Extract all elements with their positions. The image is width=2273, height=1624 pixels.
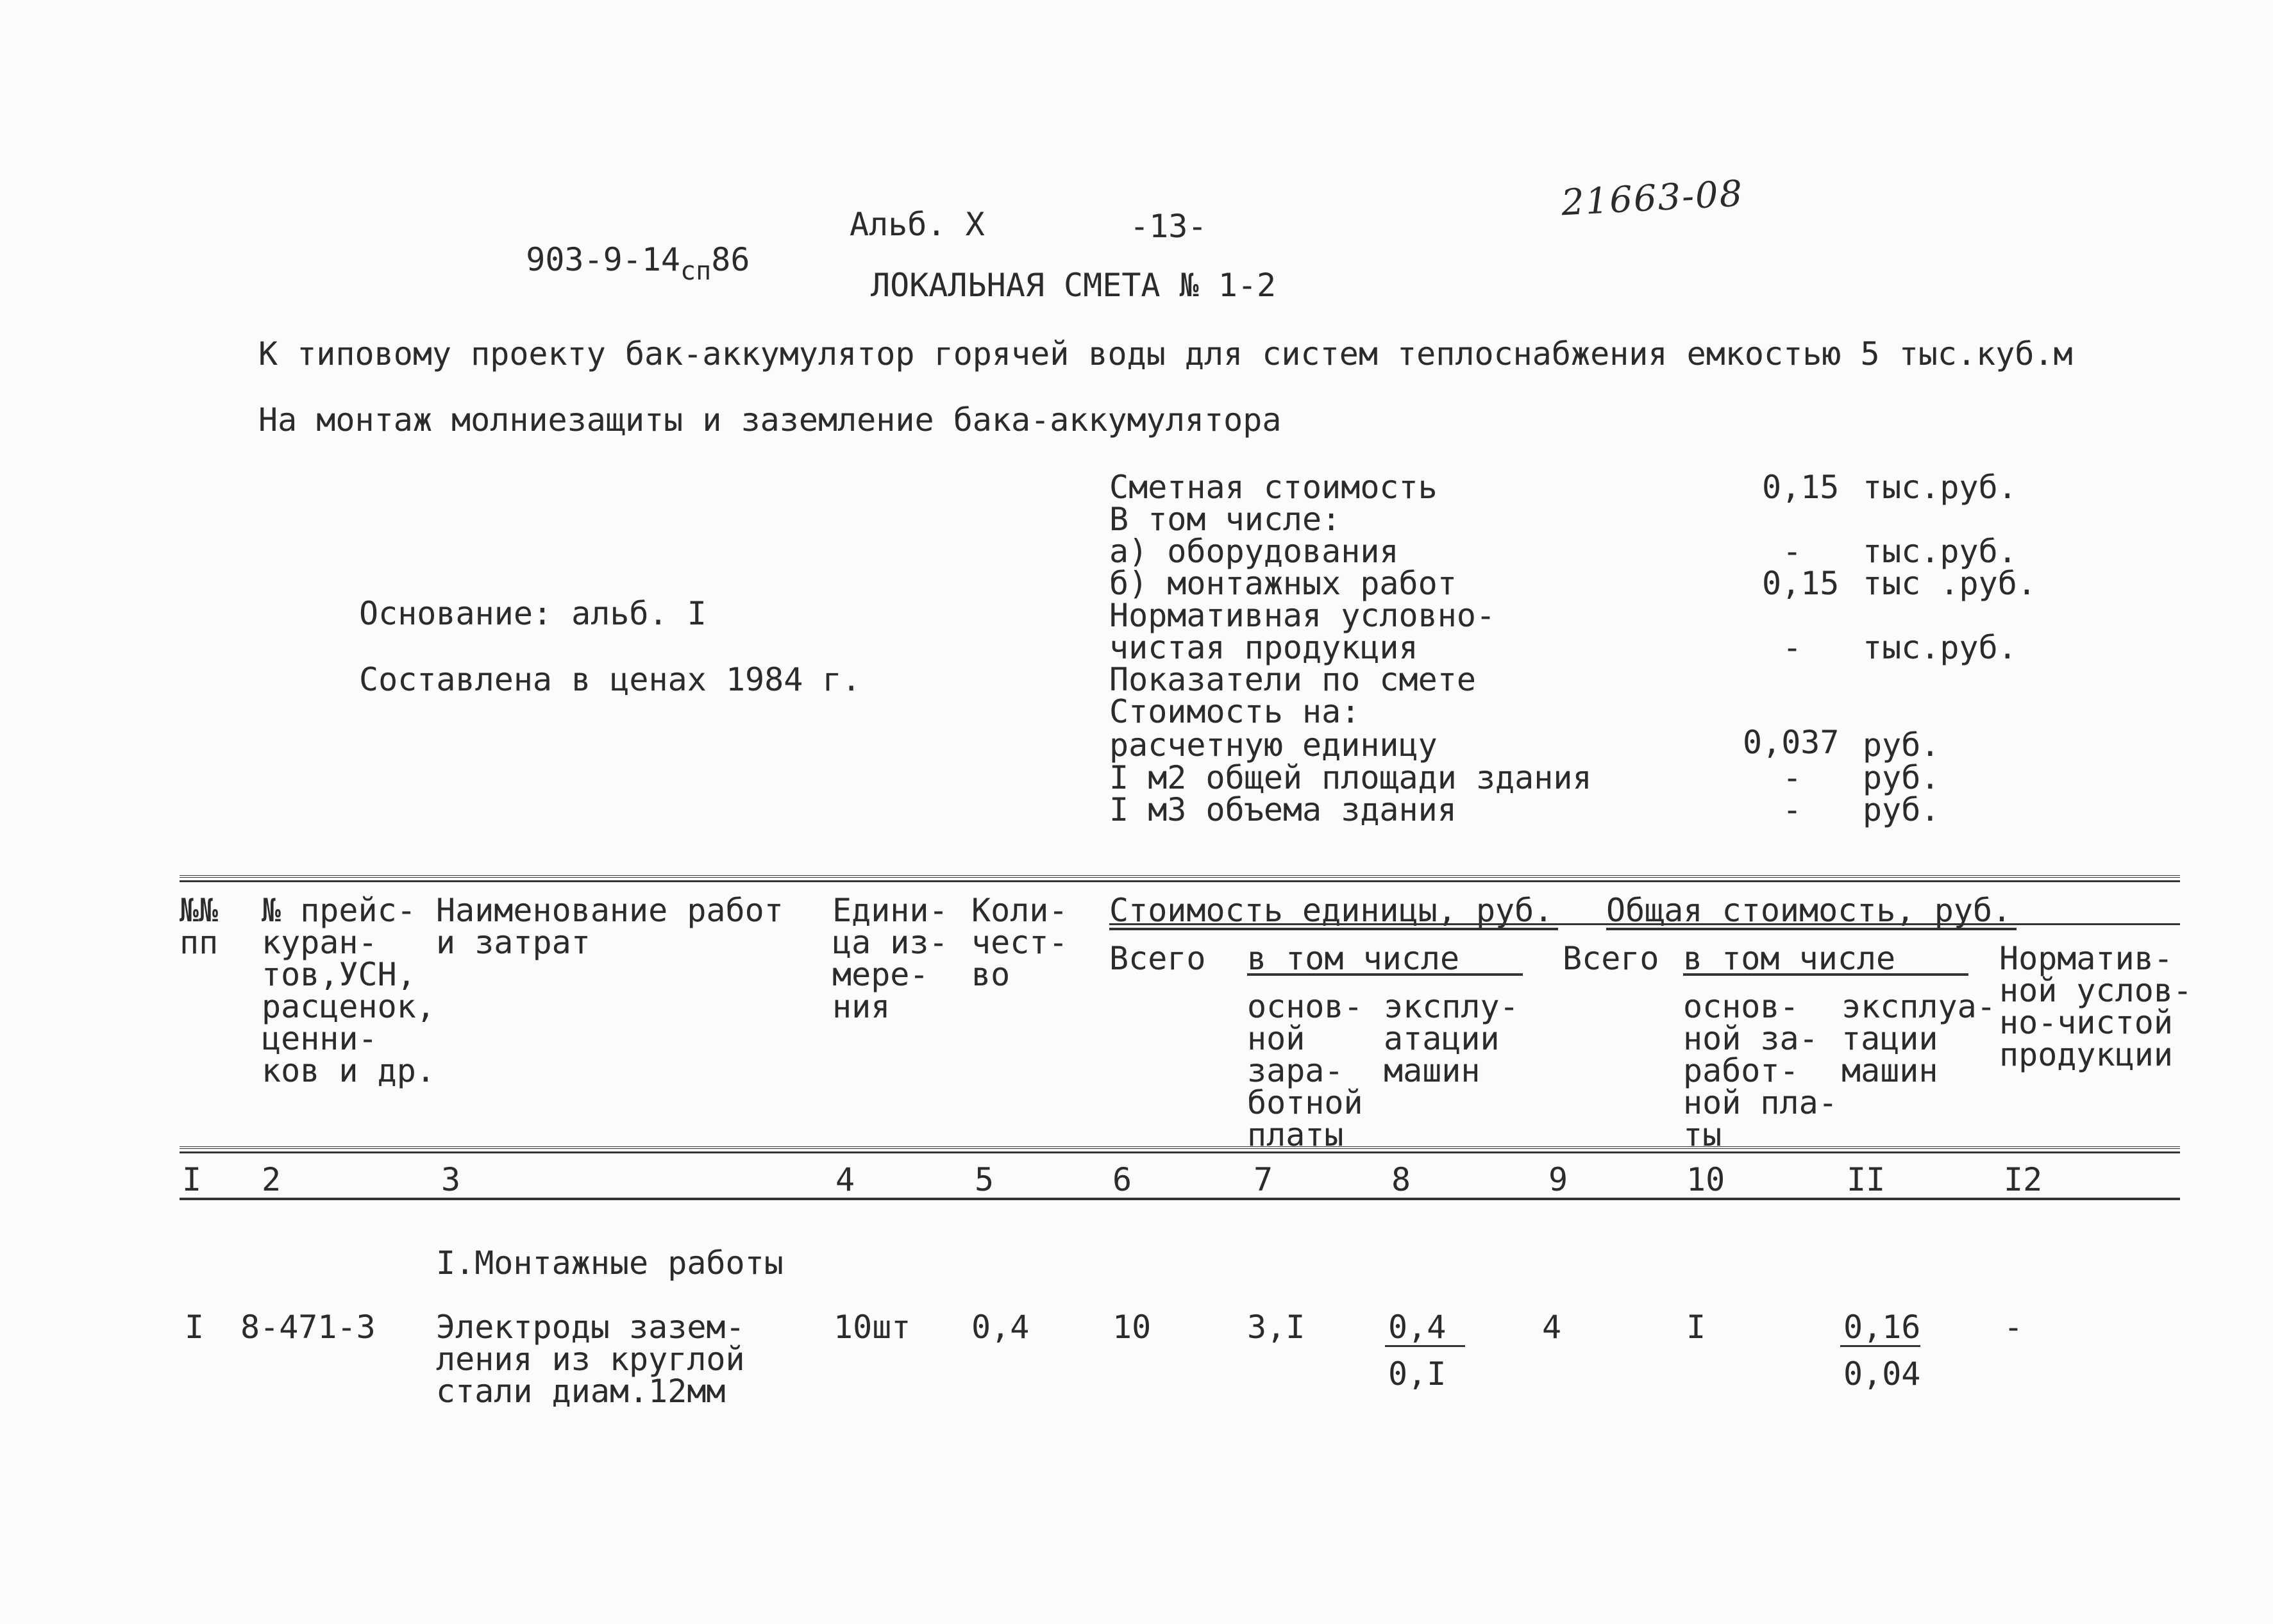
row-unit-machine: 0,4 xyxy=(1388,1309,1447,1346)
column-number: I2 xyxy=(2004,1161,2043,1198)
row-total: 4 xyxy=(1542,1309,1562,1346)
row-unit: 10шт xyxy=(834,1309,911,1346)
cost-value: - xyxy=(1782,791,1802,828)
cost-value: 0,15 xyxy=(1762,469,1840,506)
total-cost-underline xyxy=(1606,928,2017,930)
cost-label: В том числе: xyxy=(1109,501,1341,538)
document-code-main: 903-9-14 xyxy=(526,241,681,278)
unit-incl-header: в том числе xyxy=(1247,940,1460,977)
table-top-rule xyxy=(180,875,2180,882)
row-total-machine: 0,16 xyxy=(1843,1309,1921,1346)
cost-unit: руб. xyxy=(1863,791,1940,828)
header-bottom-rule xyxy=(180,1146,2180,1153)
cost-label: а) оборудования xyxy=(1109,533,1399,570)
row-total-machine-fraction-bar xyxy=(1840,1345,1920,1347)
group-rule xyxy=(1109,923,2180,925)
unit-cost-underline xyxy=(1109,928,1558,930)
row-number: I xyxy=(185,1309,205,1346)
cost-value: 0,037 xyxy=(1743,724,1840,761)
normative-header: Норматив- ной услов- но-чистой продукции xyxy=(1999,940,2193,1073)
cost-label: чистая продукция xyxy=(1109,629,1418,666)
row-unit-total: 10 xyxy=(1112,1309,1152,1346)
total-incl-header: в том числе xyxy=(1683,940,1896,977)
row-unit-machine-wage: 0,I xyxy=(1388,1355,1447,1393)
total-cost-group-header: Общая стоимость, руб. xyxy=(1606,892,2012,929)
page-number: -13- xyxy=(1130,208,1207,245)
unit-wage-header: основ- ной зара- ботной платы xyxy=(1247,988,1363,1153)
col-unit-header: Едини- ца из- мере- ния xyxy=(832,892,948,1025)
total-total-header: Всего xyxy=(1563,940,1659,977)
cost-label: I м3 объема здания xyxy=(1109,791,1457,828)
total-machine-header: эксплуа- тации машин xyxy=(1841,988,1996,1089)
row-work-name: Электроды зазем- ления из круглой стали диам.12мм xyxy=(436,1309,745,1410)
unit-total-header: Всего xyxy=(1109,940,1206,977)
cost-unit: тыс.руб. xyxy=(1863,629,2017,666)
cost-label: расчетную единицу xyxy=(1109,726,1438,764)
column-number: 5 xyxy=(975,1161,994,1198)
cost-label: Сметная стоимость xyxy=(1109,469,1438,506)
row-normative: - xyxy=(2004,1309,2024,1346)
document-code xyxy=(487,212,750,284)
cost-value: - xyxy=(1782,533,1802,570)
row-total-machine-wage: 0,04 xyxy=(1843,1355,1921,1393)
column-number: 9 xyxy=(1548,1161,1568,1198)
cost-unit: руб. xyxy=(1863,759,1940,796)
column-number: 4 xyxy=(835,1161,855,1198)
column-number: II xyxy=(1847,1161,1886,1198)
project-line: К типовому проекту бак-аккумулятор горячей воды для систем теплоснабжения емкостью 5 тыс.куб.м xyxy=(258,335,2073,373)
cost-unit: тыс.руб. xyxy=(1863,533,2017,570)
column-number: 6 xyxy=(1112,1161,1132,1198)
unit-incl-underline xyxy=(1247,973,1523,976)
col-name-header: Наименование работ и затрат xyxy=(436,892,784,961)
row-unit-wage: 3,I xyxy=(1247,1309,1305,1346)
total-incl-underline xyxy=(1683,973,1968,976)
col-number-header: №№ пп xyxy=(180,892,219,961)
subject-line: На монтаж молниезащиты и заземление бака-аккумулятора xyxy=(258,401,1282,439)
row-quantity: 0,4 xyxy=(971,1309,1030,1346)
document-code-year: 86 xyxy=(711,241,750,278)
row-unit-machine-fraction-bar xyxy=(1385,1345,1465,1347)
cost-label: Стоимость на: xyxy=(1109,693,1361,730)
row-pricelist-code: 8-471-3 xyxy=(240,1309,376,1346)
column-number: 7 xyxy=(1254,1161,1273,1198)
column-number: 2 xyxy=(262,1161,281,1198)
section-title: I.Монтажные работы xyxy=(436,1244,784,1282)
unit-cost-group-header: Стоимость единицы, руб. xyxy=(1109,892,1554,929)
basis-text: Основание: альб. I xyxy=(359,595,707,632)
column-number: 10 xyxy=(1686,1161,1725,1198)
cost-value: 0,15 xyxy=(1762,565,1840,602)
col-pricelist-header: № прейс- куран- тов,УСН, расценок, ценни- ков и др. xyxy=(262,892,435,1089)
row-total-wage: I xyxy=(1686,1309,1706,1346)
page-title: ЛОКАЛЬНАЯ СМЕТА № 1-2 xyxy=(871,267,1277,304)
cost-label: I м2 общей площади здания xyxy=(1109,759,1592,796)
column-number: I xyxy=(182,1161,202,1198)
cost-value: - xyxy=(1782,759,1802,796)
numbers-bottom-rule xyxy=(180,1198,2180,1200)
col-qty-header: Коли- чест- во xyxy=(971,892,1068,993)
document-code-sub: сп xyxy=(680,256,712,286)
cost-unit: тыс.руб. xyxy=(1863,469,2017,506)
cost-label: Нормативная условно- xyxy=(1109,597,1496,634)
cost-label: б) монтажных работ xyxy=(1109,565,1457,602)
prices-text: Составлена в ценах 1984 г. xyxy=(359,661,861,698)
cost-unit: тыс .руб. xyxy=(1863,565,2036,602)
album-label: Альб. X xyxy=(850,206,985,243)
cost-value: - xyxy=(1782,629,1802,666)
cost-label: Показатели по смете xyxy=(1109,661,1476,698)
cost-unit: руб. xyxy=(1863,726,1940,764)
column-number: 3 xyxy=(441,1161,461,1198)
unit-machine-header: эксплу- атации машин xyxy=(1384,988,1519,1089)
inventory-number: 21663-08 xyxy=(1560,172,1745,224)
column-number: 8 xyxy=(1391,1161,1411,1198)
total-wage-header: основ- ной за- работ- ной пла- ты xyxy=(1683,988,1838,1153)
